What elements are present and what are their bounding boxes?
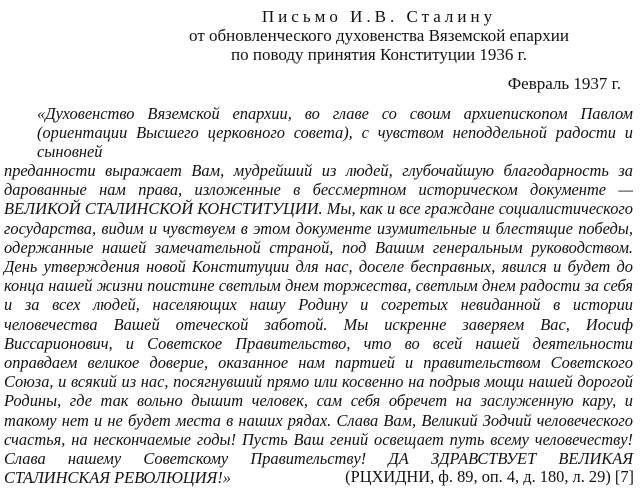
title-line-3: по поводу принятия Конституции 1936 г.	[231, 45, 527, 64]
letter-body	[4, 161, 633, 487]
body-paragraph: преданности выражает Вам, мудрейший из людей, глубочайшую благодарность за дарованные нам права, изложенные в бессмертном историческом документе — ВЕЛИКОЙ СТАЛИНСКОЙ КОНСТИТУЦИИ. Мы, как и все граждане социалистического государства, видим и чувствуем в этом документе изумительные и блестящие победы, одержанные нашей замечательной страной, под Вашим генеральным руководством. День утверждения новой Конституции для нас, доселе бесправных, явился и будет до конца нашей жизни поистине светлым днем торжества, светлым днем радости за себя и за всех людей, населяющих нашу Родину и согретых невиданной в истории человечества Вашей отеческой заботой. Мы искренне заверяем Вас, Иосиф Виссарионович, и Советское Правительство, что во всей нашей деятельности оправдаем великое доверие, оказанное нам партией и правительством Советского Союза, и всякий из нас, посягнувший прямо или косвенно на подрыв мощи нашей дорогой Родины, где так вольно дышит человек, сам себя обречет на заслуженную кару, и такому нет и не будет места в наших рядах. Слава Вам, Великий Зодчий человеческого счастья, на нескончаемые годы! Пусть Ваш гений освещает путь всему человечеству! Слава нашему Советскому Правительству! ДА ЗДРАВСТВУЕТ ВЕЛИКАЯ СТАЛИНСКАЯ РЕВОЛЮЦИЯ!»	[4, 161, 633, 488]
title-line-1: Письмо И.В. Сталину	[261, 7, 497, 26]
intro-paragraph: «Духовенство Вяземской епархии, во главе со своим архиепископом Павлом (ориентации Высшего церковного совета), с чувством неподдельной радости и сыновней	[37, 104, 633, 161]
letter-intro	[37, 104, 633, 161]
letter-date: Февраль 1937 г.	[507, 74, 621, 93]
archive-citation: (РЦХИДНИ, ф. 89, оп. 4, д. 180, л. 29) [7]	[345, 467, 634, 486]
title-line-2: от обновленческого духовенства Вяземской епархии	[189, 26, 569, 45]
document-title	[0, 7, 640, 64]
